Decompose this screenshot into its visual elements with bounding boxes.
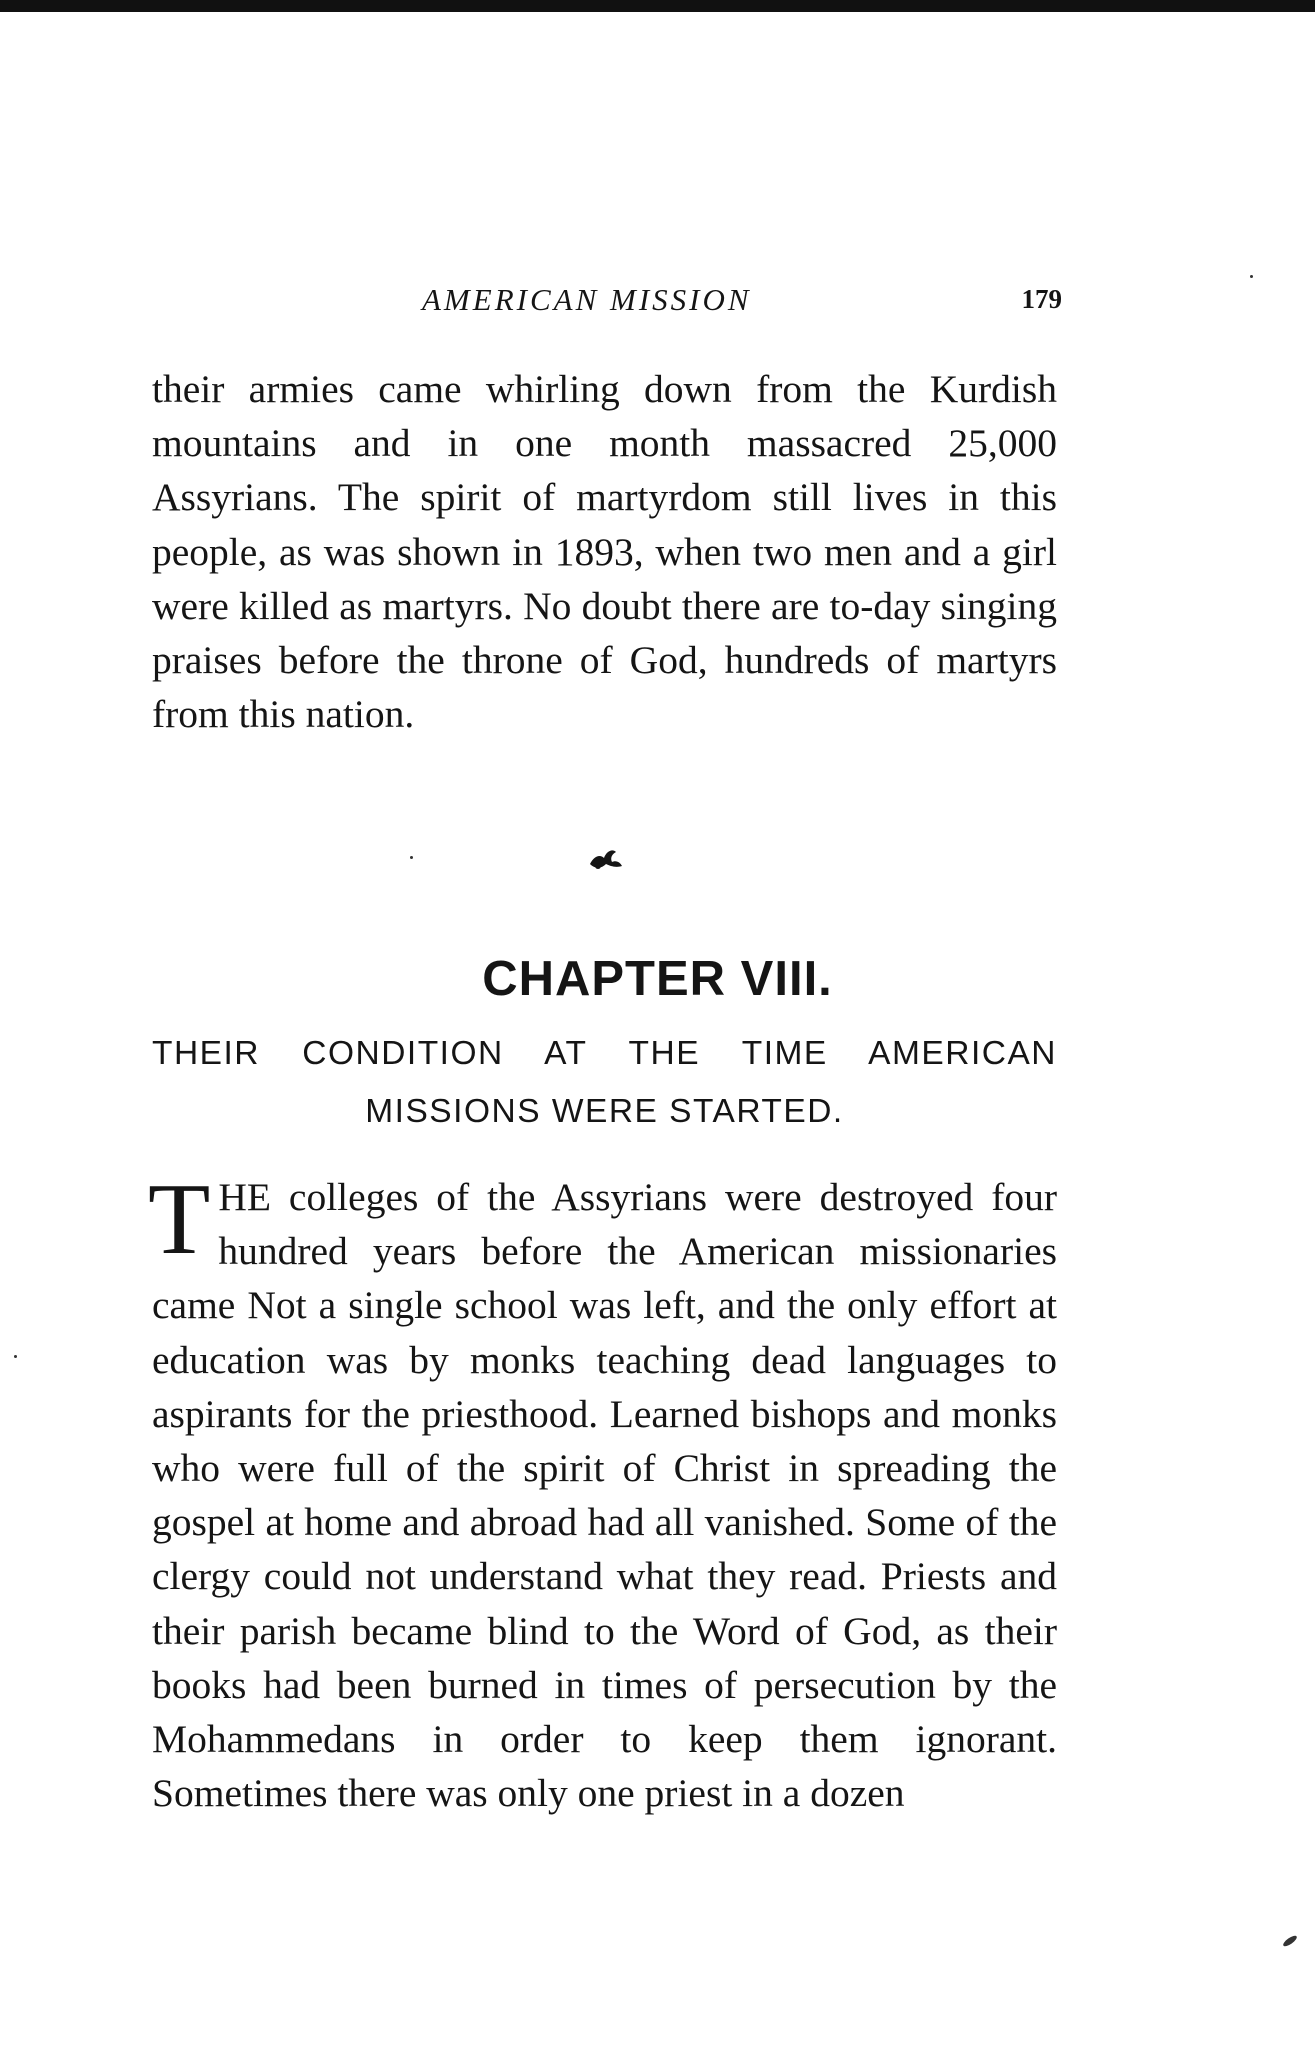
fleuron-icon: [586, 842, 626, 872]
chapter-heading: CHAPTER VIII.: [482, 951, 833, 1006]
scan-speck: [1282, 1934, 1299, 1948]
page-number: 179: [1021, 284, 1062, 314]
scan-speck: [1250, 275, 1253, 278]
chapter-opening-paragraph: [148, 1163, 1057, 1820]
top-edge-rule: [0, 0, 1315, 12]
chapter-subtitle-line2: MISSIONS WERE STARTED.: [365, 1093, 844, 1130]
running-head: [152, 282, 1062, 322]
drop-cap: T: [148, 1163, 211, 1276]
chapter-subtitle-line1: THEIR CONDITION AT THE TIME AMERICAN: [152, 1035, 1057, 1072]
scan-speck: [410, 856, 413, 859]
scan-speck: [14, 1355, 17, 1358]
body-paragraph-continued: their armies came whirling down from the Kurdish mountains and in one month massacred 25,000 Assyrians. The spirit of martyrdom still lives in this people, as was shown in 1893, when two men and a girl were killed as martyrs. No doubt there are to-day singing praises before the throne of God, hundreds of martyrs from this nation.: [152, 367, 1057, 737]
running-title: AMERICAN MISSION: [422, 282, 752, 317]
chapter-subtitle: [152, 1025, 1057, 1141]
chapter-opening-text: HE colleges of the Assyrians were destroyed four hundred years before the American missionaries came Not a single school was left, and the only effort at education was by monks teaching dead languages to aspirants for the priesthood. Learned bishops and monks who were full of the spirit of Christ in spreading the gospel at home and abroad had all vanished. Some of the clergy could not understand what they read. Priests and their parish became blind to the Word of God, as their books had been burned in times of persecution by the Mohammedans in order to keep them ignorant. Sometimes there was only one priest in a dozen: [152, 1175, 1057, 1816]
